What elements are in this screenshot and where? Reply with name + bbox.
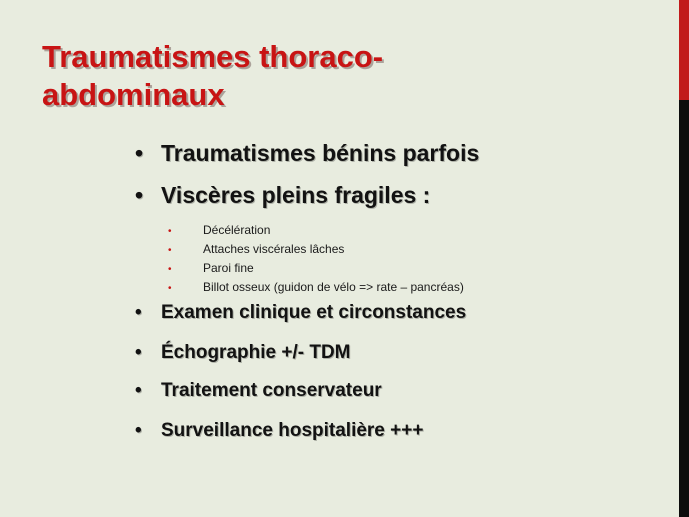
bullet-item <box>135 342 351 364</box>
right-edge-red-band <box>679 0 689 100</box>
bullet-item <box>135 140 479 167</box>
sub-bullet-dot-icon: • <box>168 226 172 237</box>
sub-bullet-list <box>168 221 464 297</box>
sub-bullet-text: Attaches viscérales lâches <box>203 242 345 256</box>
bullet-dot-icon: • <box>135 182 144 208</box>
sub-bullet-item <box>168 259 464 278</box>
bullet-item <box>135 302 466 324</box>
slide-title-line-2: abdominaux <box>42 77 225 112</box>
sub-bullet-text: Billot osseux (guidon de vélo => rate – pancréas) <box>203 280 464 294</box>
bullet-text: Traumatismes bénins parfois <box>161 140 480 166</box>
sub-bullet-dot-icon: • <box>168 245 172 256</box>
slide-title <box>42 38 662 114</box>
bullet-dot-icon: • <box>135 420 142 441</box>
sub-bullet-text: Décélération <box>203 223 271 237</box>
bullet-text: Surveillance hospitalière +++ <box>161 420 424 441</box>
bullet-dot-icon: • <box>135 380 142 401</box>
bullet-text: Échographie +/- TDM <box>161 342 351 363</box>
bullet-dot-icon: • <box>135 140 144 166</box>
sub-bullet-dot-icon: • <box>168 264 172 275</box>
bullet-item <box>135 380 382 402</box>
bullet-text: Traitement conservateur <box>161 380 382 401</box>
bullet-item <box>135 182 430 209</box>
sub-bullet-text: Paroi fine <box>203 261 254 275</box>
slide-title-line-1: Traumatismes thoraco- <box>42 39 384 74</box>
sub-bullet-item <box>168 221 464 240</box>
bullet-item <box>135 420 423 442</box>
bullet-text: Examen clinique et circonstances <box>161 302 467 323</box>
bullet-dot-icon: • <box>135 302 142 323</box>
right-edge-black-band <box>679 100 689 517</box>
sub-bullet-item <box>168 240 464 259</box>
bullet-dot-icon: • <box>135 342 142 363</box>
bullet-text: Viscères pleins fragiles : <box>161 182 431 208</box>
sub-bullet-dot-icon: • <box>168 283 172 294</box>
sub-bullet-item <box>168 278 464 297</box>
